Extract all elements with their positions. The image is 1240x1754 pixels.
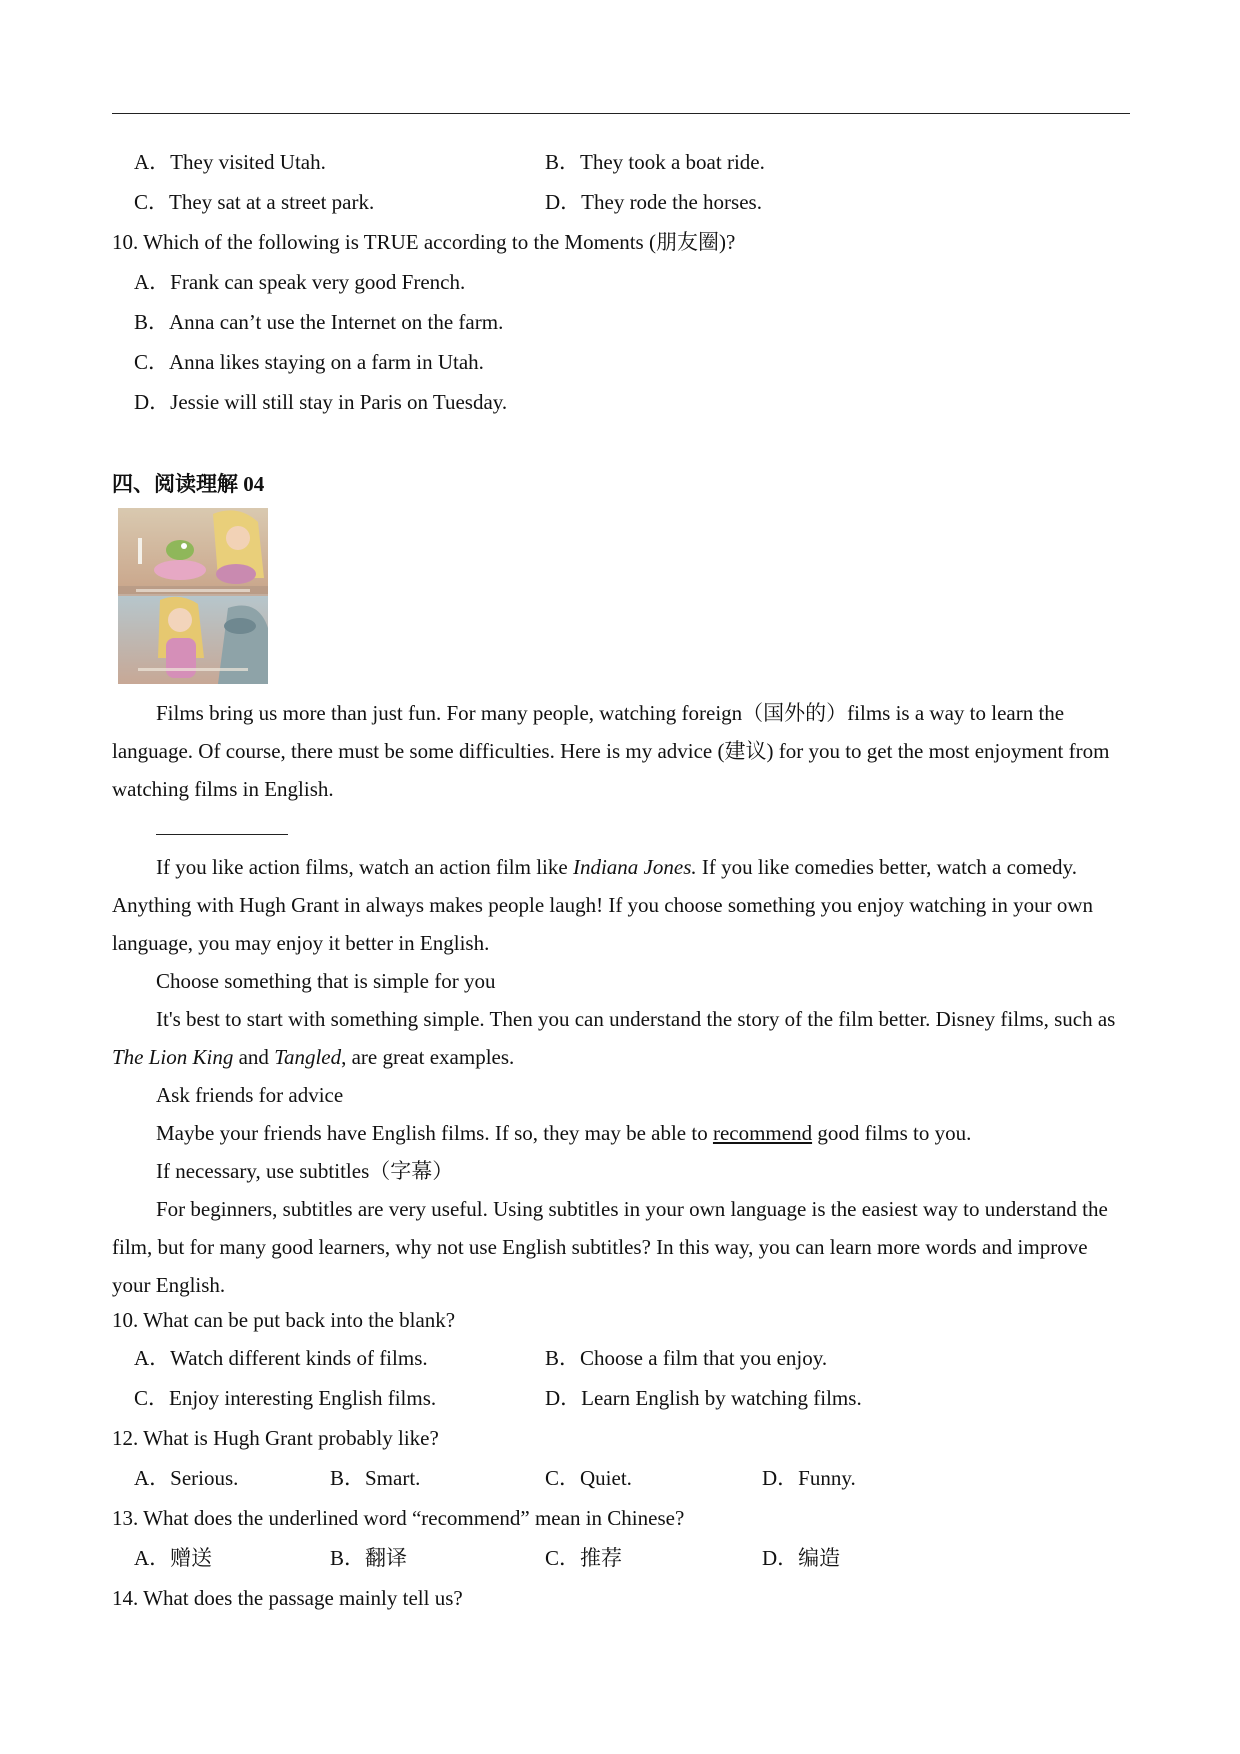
p3-text-and: and	[233, 1045, 275, 1069]
passage-paragraph-3	[112, 1000, 1130, 1076]
q12-option-c: C．Quiet.	[545, 1466, 632, 1490]
p2-text-b: If you like comedies better, watch a comedy. Anything with Hugh Grant in always makes people laugh! If you choose something you enjoy watching in your own language, you may enjoy it better in English.	[112, 855, 1093, 955]
q12-option-d: D．Funny.	[762, 1466, 856, 1490]
q10a-option-c: C．Anna likes staying on a farm in Utah.	[134, 350, 484, 374]
p3-text-b: , are great examples.	[341, 1045, 515, 1069]
q13-option-b: B．翻译	[330, 1546, 408, 1570]
heading-blank	[156, 834, 288, 835]
q10a-option-a: A．Frank can speak very good French.	[134, 270, 466, 294]
q9-option-c: C．They sat at a street park.	[134, 190, 375, 214]
header-rule	[112, 113, 1130, 114]
q13-question: 13. What does the underlined word “recommend” mean in Chinese?	[112, 1506, 685, 1530]
q13-option-c: C．推荐	[545, 1546, 623, 1570]
q10b-option-a: A．Watch different kinds of films.	[134, 1346, 428, 1370]
p4-text-a: Maybe your friends have English films. If so, they may be able to	[156, 1121, 713, 1145]
p3-film-tangled: Tangled	[274, 1045, 342, 1069]
q10a-question: 10. Which of the following is TRUE according to the Moments (朋友圈)?	[112, 230, 736, 254]
passage-paragraph-2	[112, 848, 1130, 962]
film-illustration	[118, 508, 268, 684]
q10b-option-b: B．Choose a film that you enjoy.	[545, 1346, 828, 1370]
p3-film-lion-king: The Lion King	[112, 1045, 234, 1069]
q12-option-b: B．Smart.	[330, 1466, 421, 1490]
q10b-question: 10. What can be put back into the blank?	[112, 1308, 456, 1332]
underlined-word-recommend: recommend	[712, 1121, 813, 1145]
passage-paragraph-4	[112, 1114, 1130, 1152]
p3-text-a: It's best to start with something simple. Then you can understand the story of the film better. Disney films, such as	[156, 1007, 1116, 1031]
subheading-simple: Choose something that is simple for you	[156, 969, 496, 993]
passage-paragraph-5: For beginners, subtitles are very useful. Using subtitles in your own language is the easiest way to understand the film, but for many good learners, why not use English subtitles? In this way, you can learn more words and improve your English.	[112, 1197, 1108, 1297]
q10b-option-c: C．Enjoy interesting English films.	[134, 1386, 437, 1410]
q13-option-d: D．编造	[762, 1546, 841, 1570]
q9-option-b: B．They took a boat ride.	[545, 150, 765, 174]
section-title: 四、阅读理解 04	[112, 472, 265, 496]
q10a-option-b: B．Anna can’t use the Internet on the farm.	[134, 310, 504, 334]
p2-text-a: If you like action films, watch an action film like	[156, 855, 573, 879]
q13-option-a: A．赠送	[134, 1546, 213, 1570]
q10b-option-d: D．Learn English by watching films.	[545, 1386, 862, 1410]
q9-option-d: D．They rode the horses.	[545, 190, 762, 214]
p4-text-b: good films to you.	[812, 1121, 972, 1145]
q12-option-a: A．Serious.	[134, 1466, 239, 1490]
q10a-option-d: D．Jessie will still stay in Paris on Tuesday.	[134, 390, 508, 414]
p2-film-title: Indiana Jones.	[572, 855, 697, 879]
film-illustration-image	[118, 508, 268, 684]
subheading-subtitles: If necessary, use subtitles（字幕）	[156, 1159, 454, 1183]
q14-question: 14. What does the passage mainly tell us?	[112, 1586, 463, 1610]
q9-option-a: A．They visited Utah.	[134, 150, 326, 174]
q12-question: 12. What is Hugh Grant probably like?	[112, 1426, 439, 1450]
passage-intro: Films bring us more than just fun. For many people, watching foreign（国外的）films is a way to learn the language. Of course, there must be some difficulties. Here is my advice (建议) for you to get the most enjoyment from watching films in English.	[112, 701, 1110, 801]
subheading-friends: Ask friends for advice	[156, 1083, 344, 1107]
